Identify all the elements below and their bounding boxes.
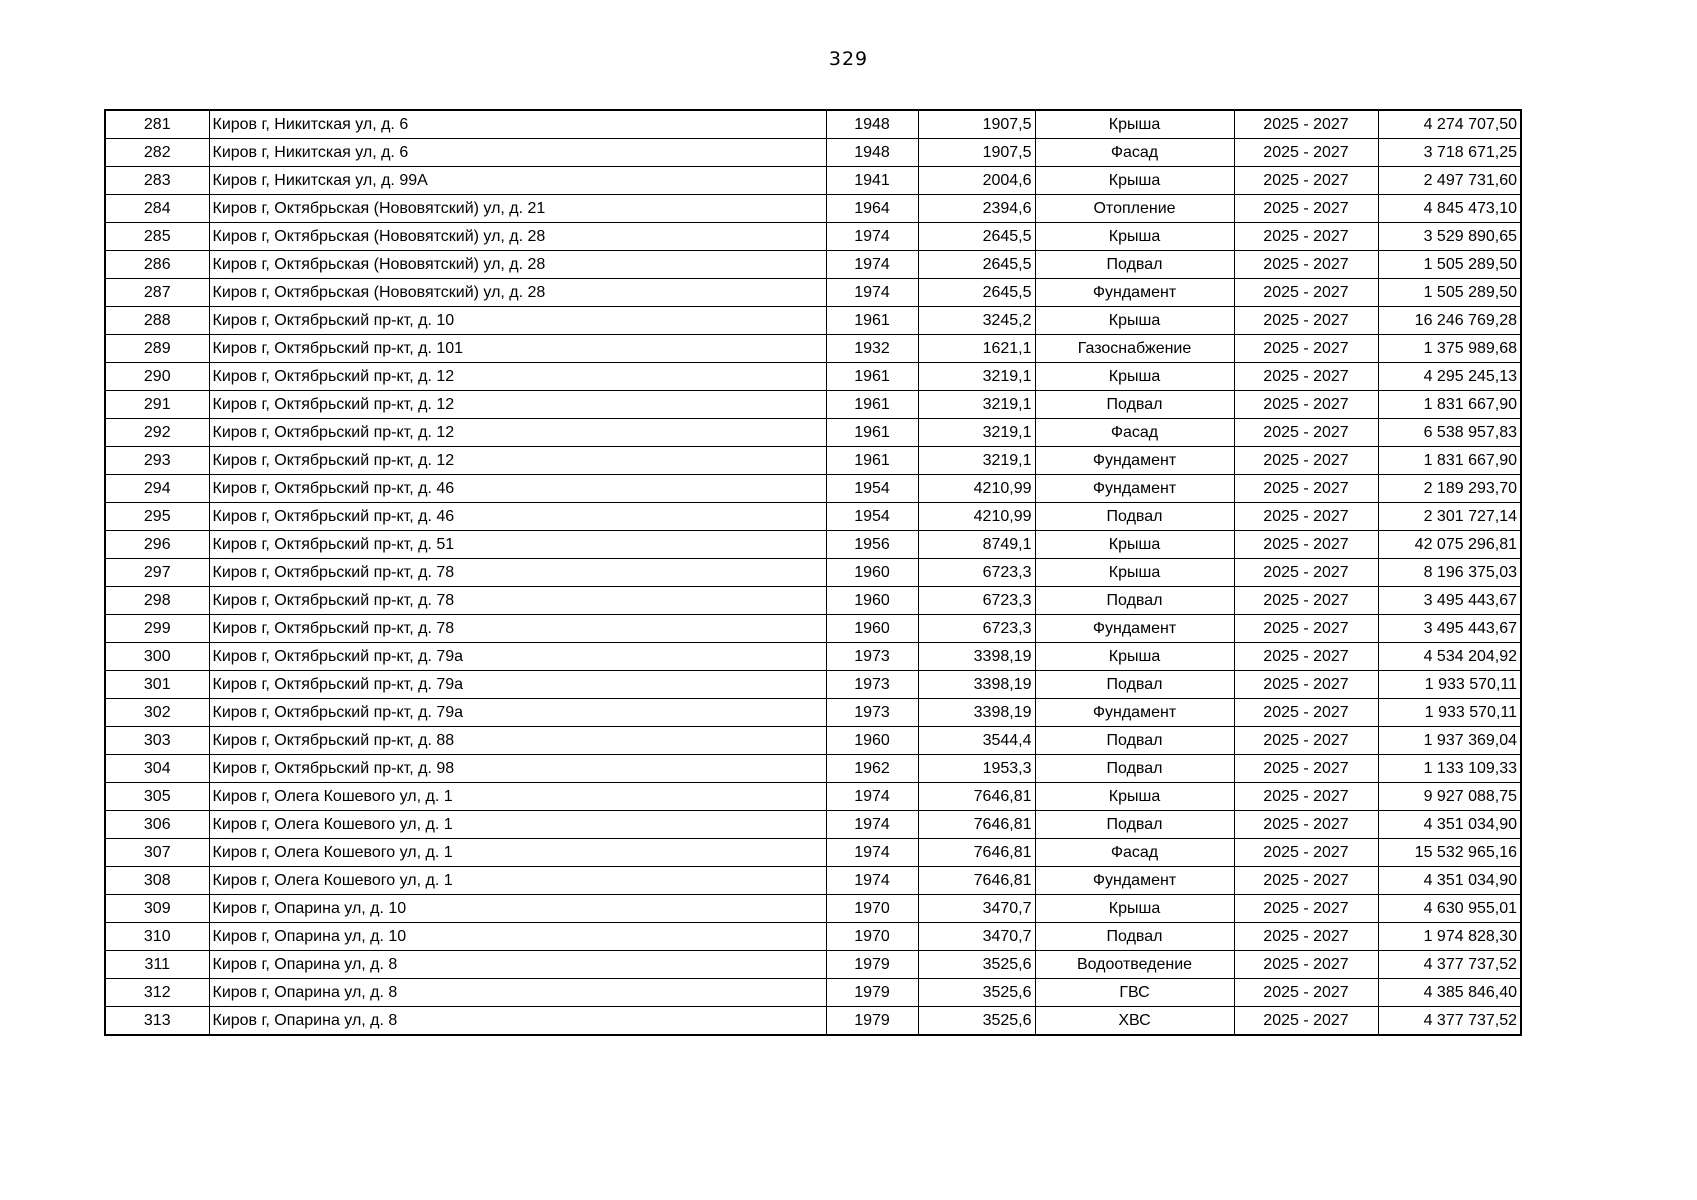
work-type-cell: Фасад [1035,419,1234,447]
table-row [105,447,1521,475]
year-cell: 1961 [826,419,918,447]
period-cell: 2025 - 2027 [1234,447,1378,475]
area-cell: 3219,1 [918,391,1035,419]
row-number: 310 [105,923,209,951]
area-cell: 6723,3 [918,615,1035,643]
period-cell: 2025 - 2027 [1234,475,1378,503]
area-cell: 7646,81 [918,839,1035,867]
area-cell: 8749,1 [918,531,1035,559]
table-row [105,335,1521,363]
area-cell: 1621,1 [918,335,1035,363]
work-type-cell: Фундамент [1035,475,1234,503]
year-cell: 1962 [826,755,918,783]
year-cell: 1973 [826,671,918,699]
address-cell: Киров г, Олега Кошевого ул, д. 1 [209,811,826,839]
address-cell: Киров г, Олега Кошевого ул, д. 1 [209,839,826,867]
work-type-cell: ХВС [1035,1007,1234,1036]
cost-cell: 2 189 293,70 [1378,475,1521,503]
period-cell: 2025 - 2027 [1234,755,1378,783]
row-number: 298 [105,587,209,615]
year-cell: 1948 [826,110,918,139]
work-type-cell: Крыша [1035,783,1234,811]
area-cell: 2004,6 [918,167,1035,195]
row-number: 289 [105,335,209,363]
cost-cell: 1 933 570,11 [1378,699,1521,727]
work-type-cell: Крыша [1035,307,1234,335]
year-cell: 1970 [826,895,918,923]
work-type-cell: Фундамент [1035,615,1234,643]
period-cell: 2025 - 2027 [1234,587,1378,615]
row-number: 303 [105,727,209,755]
work-type-cell: Крыша [1035,559,1234,587]
table-row [105,755,1521,783]
area-cell: 3544,4 [918,727,1035,755]
row-number: 285 [105,223,209,251]
period-cell: 2025 - 2027 [1234,419,1378,447]
cost-cell: 1 375 989,68 [1378,335,1521,363]
table-row [105,195,1521,223]
year-cell: 1954 [826,503,918,531]
work-type-cell: Подвал [1035,503,1234,531]
table-row [105,110,1521,139]
work-type-cell: Подвал [1035,671,1234,699]
year-cell: 1974 [826,867,918,895]
address-cell: Киров г, Октябрьский пр-кт, д. 79а [209,643,826,671]
area-cell: 7646,81 [918,867,1035,895]
address-cell: Киров г, Октябрьский пр-кт, д. 98 [209,755,826,783]
row-number: 286 [105,251,209,279]
cost-cell: 3 495 443,67 [1378,615,1521,643]
cost-cell: 3 718 671,25 [1378,139,1521,167]
area-cell: 2394,6 [918,195,1035,223]
year-cell: 1974 [826,223,918,251]
cost-cell: 1 831 667,90 [1378,447,1521,475]
address-cell: Киров г, Октябрьский пр-кт, д. 12 [209,419,826,447]
row-number: 302 [105,699,209,727]
year-cell: 1970 [826,923,918,951]
period-cell: 2025 - 2027 [1234,307,1378,335]
period-cell: 2025 - 2027 [1234,559,1378,587]
area-cell: 3398,19 [918,671,1035,699]
cost-cell: 4 385 846,40 [1378,979,1521,1007]
work-type-cell: Крыша [1035,223,1234,251]
year-cell: 1979 [826,1007,918,1036]
address-cell: Киров г, Олега Кошевого ул, д. 1 [209,783,826,811]
cost-cell: 4 377 737,52 [1378,1007,1521,1036]
address-cell: Киров г, Октябрьский пр-кт, д. 51 [209,531,826,559]
row-number: 296 [105,531,209,559]
work-type-cell: Подвал [1035,923,1234,951]
table-row [105,1007,1521,1036]
year-cell: 1961 [826,307,918,335]
year-cell: 1964 [826,195,918,223]
table-row [105,923,1521,951]
cost-cell: 1 933 570,11 [1378,671,1521,699]
row-number: 306 [105,811,209,839]
row-number: 292 [105,419,209,447]
area-cell: 3525,6 [918,979,1035,1007]
period-cell: 2025 - 2027 [1234,363,1378,391]
address-cell: Киров г, Октябрьский пр-кт, д. 10 [209,307,826,335]
table-row [105,951,1521,979]
address-cell: Киров г, Октябрьский пр-кт, д. 46 [209,475,826,503]
cost-cell: 8 196 375,03 [1378,559,1521,587]
cost-cell: 15 532 965,16 [1378,839,1521,867]
year-cell: 1979 [826,951,918,979]
cost-cell: 9 927 088,75 [1378,783,1521,811]
year-cell: 1961 [826,447,918,475]
cost-cell: 6 538 957,83 [1378,419,1521,447]
cost-cell: 4 295 245,13 [1378,363,1521,391]
work-type-cell: Крыша [1035,643,1234,671]
work-type-cell: Крыша [1035,895,1234,923]
table-row [105,727,1521,755]
table-row [105,895,1521,923]
cost-cell: 4 274 707,50 [1378,110,1521,139]
address-cell: Киров г, Октябрьский пр-кт, д. 12 [209,363,826,391]
address-cell: Киров г, Октябрьский пр-кт, д. 46 [209,503,826,531]
address-cell: Киров г, Октябрьский пр-кт, д. 88 [209,727,826,755]
row-number: 290 [105,363,209,391]
cost-cell: 4 845 473,10 [1378,195,1521,223]
period-cell: 2025 - 2027 [1234,110,1378,139]
table-row [105,279,1521,307]
row-number: 281 [105,110,209,139]
area-cell: 7646,81 [918,783,1035,811]
year-cell: 1960 [826,727,918,755]
cost-cell: 2 301 727,14 [1378,503,1521,531]
address-cell: Киров г, Опарина ул, д. 8 [209,951,826,979]
row-number: 287 [105,279,209,307]
year-cell: 1960 [826,587,918,615]
period-cell: 2025 - 2027 [1234,783,1378,811]
address-cell: Киров г, Октябрьский пр-кт, д. 78 [209,615,826,643]
row-number: 282 [105,139,209,167]
area-cell: 3470,7 [918,923,1035,951]
table-row [105,867,1521,895]
row-number: 297 [105,559,209,587]
cost-cell: 4 377 737,52 [1378,951,1521,979]
year-cell: 1974 [826,251,918,279]
area-cell: 3219,1 [918,419,1035,447]
address-cell: Киров г, Опарина ул, д. 8 [209,979,826,1007]
row-number: 284 [105,195,209,223]
area-cell: 6723,3 [918,587,1035,615]
address-cell: Киров г, Опарина ул, д. 8 [209,1007,826,1036]
address-cell: Киров г, Октябрьская (Нововятский) ул, д. 28 [209,279,826,307]
area-cell: 3525,6 [918,951,1035,979]
year-cell: 1960 [826,559,918,587]
row-number: 300 [105,643,209,671]
row-number: 295 [105,503,209,531]
table-row [105,783,1521,811]
period-cell: 2025 - 2027 [1234,167,1378,195]
cost-cell: 1 505 289,50 [1378,251,1521,279]
table-row [105,307,1521,335]
address-cell: Киров г, Никитская ул, д. 6 [209,139,826,167]
cost-cell: 42 075 296,81 [1378,531,1521,559]
work-type-cell: Фундамент [1035,279,1234,307]
table-row [105,839,1521,867]
table-row [105,643,1521,671]
work-type-cell: Подвал [1035,811,1234,839]
work-type-cell: Фундамент [1035,447,1234,475]
address-cell: Киров г, Никитская ул, д. 6 [209,110,826,139]
year-cell: 1974 [826,839,918,867]
work-type-cell: Крыша [1035,531,1234,559]
year-cell: 1932 [826,335,918,363]
address-cell: Киров г, Октябрьский пр-кт, д. 79а [209,699,826,727]
year-cell: 1948 [826,139,918,167]
row-number: 313 [105,1007,209,1036]
address-cell: Киров г, Октябрьский пр-кт, д. 12 [209,447,826,475]
year-cell: 1961 [826,391,918,419]
row-number: 305 [105,783,209,811]
work-type-cell: Крыша [1035,363,1234,391]
period-cell: 2025 - 2027 [1234,1007,1378,1036]
work-type-cell: Фасад [1035,839,1234,867]
area-cell: 3470,7 [918,895,1035,923]
cost-cell: 4 630 955,01 [1378,895,1521,923]
table-row [105,671,1521,699]
row-number: 283 [105,167,209,195]
row-number: 308 [105,867,209,895]
work-type-cell: Отопление [1035,195,1234,223]
year-cell: 1973 [826,699,918,727]
area-cell: 3219,1 [918,447,1035,475]
work-type-cell: Подвал [1035,391,1234,419]
cost-cell: 1 133 109,33 [1378,755,1521,783]
work-type-cell: Фундамент [1035,867,1234,895]
work-type-cell: Газоснабжение [1035,335,1234,363]
area-cell: 3398,19 [918,699,1035,727]
cost-cell: 1 937 369,04 [1378,727,1521,755]
year-cell: 1974 [826,783,918,811]
work-type-cell: Крыша [1035,167,1234,195]
table-row [105,531,1521,559]
area-cell: 3219,1 [918,363,1035,391]
cost-cell: 3 529 890,65 [1378,223,1521,251]
table-row [105,475,1521,503]
table-row [105,167,1521,195]
table-row [105,699,1521,727]
address-cell: Киров г, Октябрьский пр-кт, д. 78 [209,587,826,615]
work-type-cell: Крыша [1035,110,1234,139]
cost-cell: 4 351 034,90 [1378,867,1521,895]
work-type-cell: Водоотведение [1035,951,1234,979]
row-number: 304 [105,755,209,783]
period-cell: 2025 - 2027 [1234,979,1378,1007]
row-number: 294 [105,475,209,503]
work-type-cell: Фасад [1035,139,1234,167]
period-cell: 2025 - 2027 [1234,503,1378,531]
period-cell: 2025 - 2027 [1234,923,1378,951]
address-cell: Киров г, Октябрьская (Нововятский) ул, д. 21 [209,195,826,223]
table-row [105,587,1521,615]
period-cell: 2025 - 2027 [1234,279,1378,307]
area-cell: 1907,5 [918,139,1035,167]
row-number: 309 [105,895,209,923]
period-cell: 2025 - 2027 [1234,251,1378,279]
period-cell: 2025 - 2027 [1234,335,1378,363]
area-cell: 3398,19 [918,643,1035,671]
period-cell: 2025 - 2027 [1234,195,1378,223]
address-cell: Киров г, Опарина ул, д. 10 [209,923,826,951]
table-row [105,391,1521,419]
area-cell: 2645,5 [918,251,1035,279]
table-row [105,139,1521,167]
year-cell: 1956 [826,531,918,559]
row-number: 293 [105,447,209,475]
cost-cell: 4 534 204,92 [1378,643,1521,671]
period-cell: 2025 - 2027 [1234,727,1378,755]
year-cell: 1973 [826,643,918,671]
period-cell: 2025 - 2027 [1234,895,1378,923]
address-cell: Киров г, Октябрьский пр-кт, д. 78 [209,559,826,587]
cost-cell: 2 497 731,60 [1378,167,1521,195]
area-cell: 4210,99 [918,475,1035,503]
area-cell: 4210,99 [918,503,1035,531]
row-number: 288 [105,307,209,335]
address-cell: Киров г, Олега Кошевого ул, д. 1 [209,867,826,895]
period-cell: 2025 - 2027 [1234,699,1378,727]
cost-cell: 1 831 667,90 [1378,391,1521,419]
row-number: 311 [105,951,209,979]
period-cell: 2025 - 2027 [1234,139,1378,167]
period-cell: 2025 - 2027 [1234,811,1378,839]
address-cell: Киров г, Опарина ул, д. 10 [209,895,826,923]
address-cell: Киров г, Октябрьская (Нововятский) ул, д. 28 [209,223,826,251]
table-row [105,419,1521,447]
address-cell: Киров г, Октябрьский пр-кт, д. 101 [209,335,826,363]
work-type-cell: ГВС [1035,979,1234,1007]
address-cell: Киров г, Никитская ул, д. 99А [209,167,826,195]
cost-cell: 1 505 289,50 [1378,279,1521,307]
table-row [105,503,1521,531]
address-cell: Киров г, Октябрьская (Нововятский) ул, д. 28 [209,251,826,279]
area-cell: 3245,2 [918,307,1035,335]
cost-cell: 3 495 443,67 [1378,587,1521,615]
address-cell: Киров г, Октябрьский пр-кт, д. 12 [209,391,826,419]
work-type-cell: Подвал [1035,251,1234,279]
area-cell: 2645,5 [918,279,1035,307]
period-cell: 2025 - 2027 [1234,643,1378,671]
year-cell: 1960 [826,615,918,643]
year-cell: 1941 [826,167,918,195]
year-cell: 1974 [826,811,918,839]
area-cell: 6723,3 [918,559,1035,587]
cost-cell: 1 974 828,30 [1378,923,1521,951]
period-cell: 2025 - 2027 [1234,839,1378,867]
area-cell: 3525,6 [918,1007,1035,1036]
year-cell: 1954 [826,475,918,503]
period-cell: 2025 - 2027 [1234,391,1378,419]
year-cell: 1974 [826,279,918,307]
table-row [105,223,1521,251]
table-row [105,811,1521,839]
row-number: 301 [105,671,209,699]
period-cell: 2025 - 2027 [1234,223,1378,251]
cost-cell: 16 246 769,28 [1378,307,1521,335]
table-row [105,251,1521,279]
period-cell: 2025 - 2027 [1234,531,1378,559]
table-body [105,110,1521,1035]
repair-schedule-table [104,109,1522,1036]
row-number: 307 [105,839,209,867]
area-cell: 2645,5 [918,223,1035,251]
work-type-cell: Подвал [1035,587,1234,615]
work-type-cell: Фундамент [1035,699,1234,727]
area-cell: 7646,81 [918,811,1035,839]
area-cell: 1907,5 [918,110,1035,139]
table-row [105,559,1521,587]
period-cell: 2025 - 2027 [1234,615,1378,643]
page-number: 329 [828,48,869,70]
row-number: 312 [105,979,209,1007]
area-cell: 1953,3 [918,755,1035,783]
cost-cell: 4 351 034,90 [1378,811,1521,839]
period-cell: 2025 - 2027 [1234,867,1378,895]
period-cell: 2025 - 2027 [1234,951,1378,979]
address-cell: Киров г, Октябрьский пр-кт, д. 79а [209,671,826,699]
table-row [105,615,1521,643]
year-cell: 1961 [826,363,918,391]
work-type-cell: Подвал [1035,727,1234,755]
table-row [105,363,1521,391]
year-cell: 1979 [826,979,918,1007]
work-type-cell: Подвал [1035,755,1234,783]
table-row [105,979,1521,1007]
row-number: 299 [105,615,209,643]
period-cell: 2025 - 2027 [1234,671,1378,699]
row-number: 291 [105,391,209,419]
